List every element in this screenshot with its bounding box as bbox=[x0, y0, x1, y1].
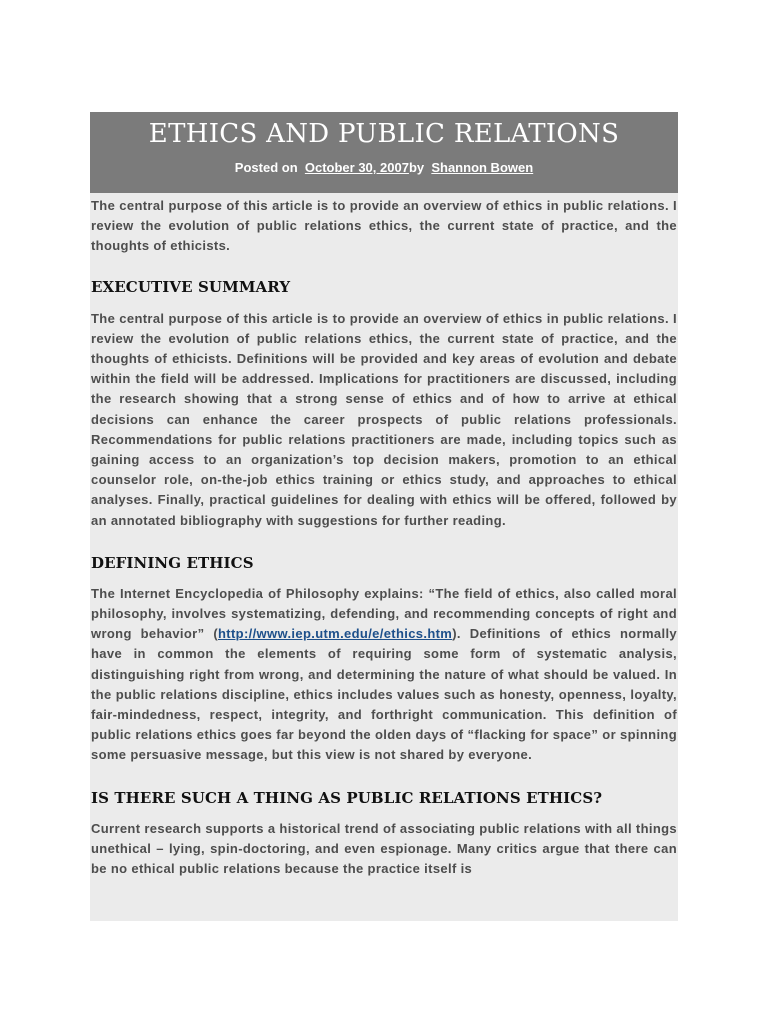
post-meta bbox=[90, 160, 678, 176]
defining-ethics-text-1: The Internet Encyclopedia of Philosophy explains: “The field of ethics, also called moral philosophy, involves systematizing, defending, and recommending concepts of right and wrong behavior” ( bbox=[91, 585, 677, 642]
section-heading-defining-ethics: DEFINING ETHICS bbox=[91, 553, 254, 572]
article-title: ETHICS AND PUBLIC RELATIONS bbox=[148, 119, 620, 149]
by-label: by bbox=[408, 160, 425, 175]
section-heading-pr-ethics: IS THERE SUCH A THING AS PUBLIC RELATIONS ETHICS? bbox=[91, 788, 603, 807]
article-header bbox=[90, 112, 678, 193]
section-heading-executive-summary: EXECUTIVE SUMMARY bbox=[91, 277, 291, 296]
author-link[interactable]: Shannon Bowen bbox=[431, 160, 534, 175]
defining-ethics-text-2: ). Definitions of ethics normally have in common the elements of requiring some form of systematic analysis, distinguishing right from wrong, and determining the nature of what should be valued. In the public relations discipline, ethics includes values such as honesty, openness, loyalty, fair-mindedness, respect, integrity, and forthright communication. This definition of public relations ethics goes far beyond the olden days of “flacking for space” or spinning some persuasive message, but this view is not shared by everyone. bbox=[91, 626, 677, 763]
post-date-link[interactable]: October 30, 2007 bbox=[304, 160, 409, 175]
executive-summary-paragraph: The central purpose of this article is to provide an overview of ethics in public relations. I review the evolution of public relations ethics, the current state of practice, and the thoughts of ethicists. Definitions will be provided and key areas of evolution and debate within the field will be addressed. Implications for practitioners are discussed, including the research showing that a strong sense of ethics and of how to arrive at ethical decisions can enhance the career prospects of public relations professionals. Recommendations for public relations practitioners are made, including topics such as gaining access to an organization’s top decision makers, promotion to an ethical counselor role, on-the-job ethics training or ethics study, and approaches to ethical analyses. Finally, practical guidelines for dealing with ethics will be offered, followed by an annotated bibliography with suggestions for further reading. bbox=[91, 310, 677, 528]
article bbox=[90, 112, 678, 921]
iep-ethics-link[interactable]: http://www.iep.utm.edu/e/ethics.htm bbox=[218, 626, 453, 642]
posted-on-label: Posted on bbox=[234, 160, 298, 175]
defining-ethics-paragraph bbox=[91, 584, 677, 766]
pr-ethics-paragraph: Current research supports a historical trend of associating public relations with all things unethical – lying, spin-doctoring, and even espionage. Many critics argue that there can be no ethical public relations because the practice itself is bbox=[91, 820, 677, 877]
intro-paragraph: The central purpose of this article is to provide an overview of ethics in public relations. I review the evolution of public relations ethics, the current state of practice, and the thoughts of ethicists. bbox=[91, 198, 677, 254]
article-body bbox=[90, 193, 678, 921]
